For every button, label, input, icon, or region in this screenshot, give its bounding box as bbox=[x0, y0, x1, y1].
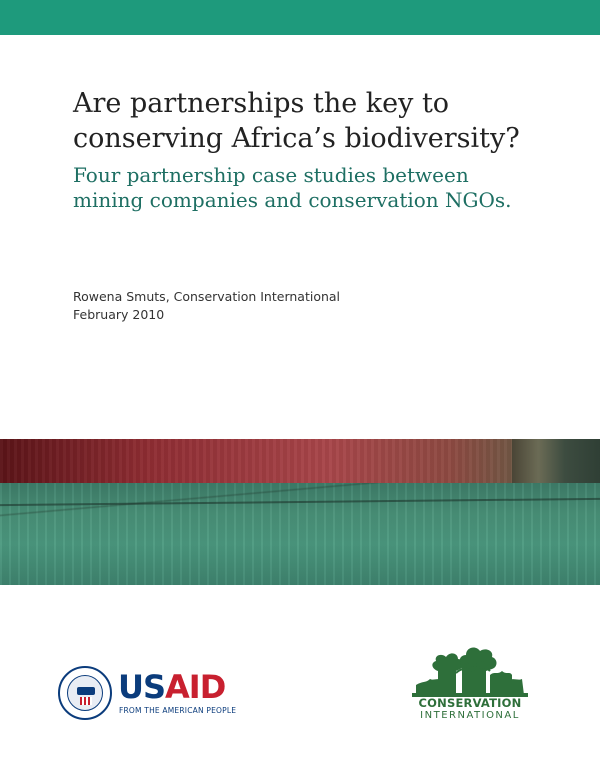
ci-subname: INTERNATIONAL bbox=[420, 710, 520, 721]
usaid-tagline: FROM THE AMERICAN PEOPLE bbox=[119, 706, 237, 715]
conservation-international-logo bbox=[408, 641, 532, 723]
subtitle-line-1: Four partnership case studies between bbox=[73, 163, 469, 187]
ci-name: CONSERVATION bbox=[418, 696, 522, 710]
top-color-band bbox=[0, 0, 600, 35]
document-title bbox=[73, 86, 573, 156]
publication-date: February 2010 bbox=[73, 307, 165, 322]
author-line: Rowena Smuts, Conservation International bbox=[73, 289, 341, 304]
document-subtitle bbox=[73, 163, 573, 213]
subtitle-line-2: mining companies and conservation NGOs. bbox=[73, 188, 512, 212]
usaid-seal-icon bbox=[58, 666, 112, 720]
cover-photo-strip bbox=[0, 439, 600, 585]
photo-red-wall bbox=[0, 439, 600, 483]
usaid-logo bbox=[58, 666, 248, 722]
ci-forest-emblem-icon bbox=[412, 641, 528, 697]
title-line-2: conserving Africa’s biodiversity? bbox=[73, 123, 520, 154]
usaid-wordmark: USAID bbox=[118, 668, 226, 706]
photo-wooden-post bbox=[512, 439, 600, 483]
title-line-1: Are partnerships the key to bbox=[73, 88, 450, 119]
